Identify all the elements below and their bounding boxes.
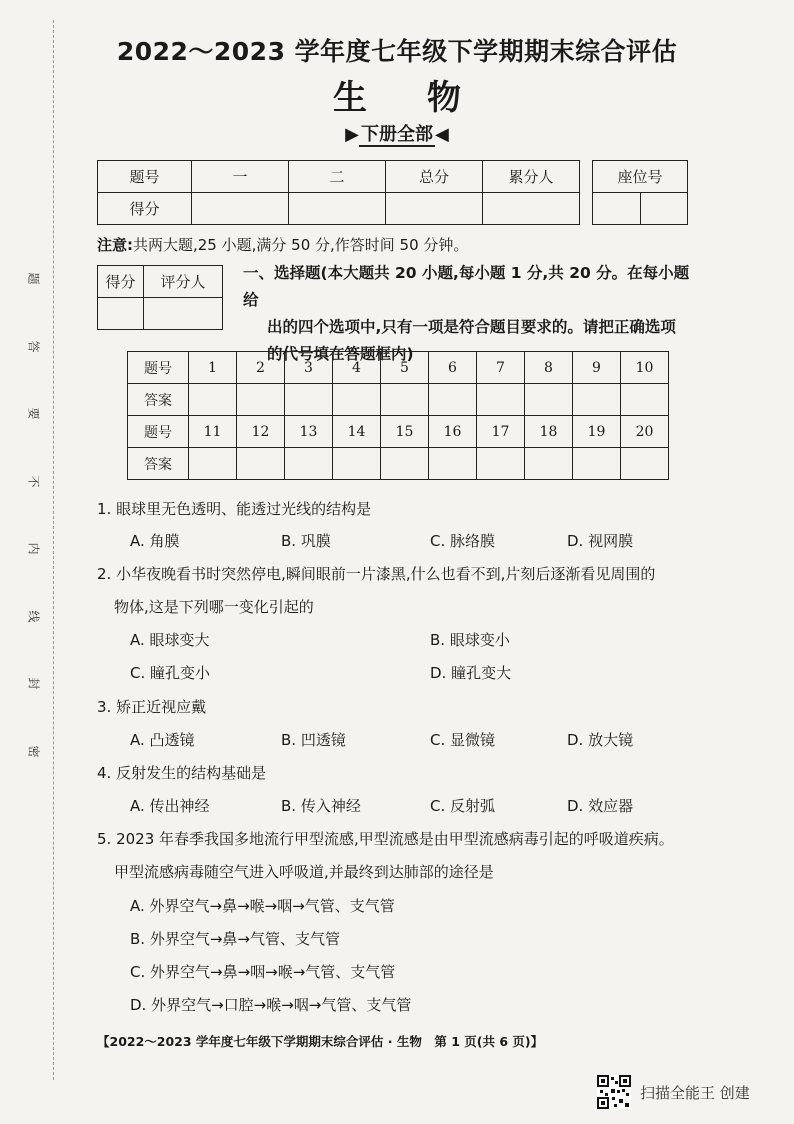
question-2-option-b: B. 眼球变小 [430,631,510,649]
score-header-cell: 总分 [386,161,483,193]
answer-blank-cell[interactable] [189,384,237,416]
section-heading-line: 一、选择题(本大题共 20 小题,每小题 1 分,共 20 分。在每小题给 [243,264,690,309]
section-heading-line: 出的四个选项中,只有一项是符合题目要求的。请把正确选项 [267,318,676,336]
answer-num-cell: 6 [429,352,477,384]
answer-num-cell: 20 [621,416,669,448]
seat-blank-cell[interactable] [640,193,688,225]
answer-table [127,351,669,480]
answer-row-label: 答案 [128,448,189,480]
answer-row-label: 答案 [128,384,189,416]
answer-num-cell: 15 [381,416,429,448]
answer-blank-cell[interactable] [477,384,525,416]
seat-label: 座位号 [593,161,688,193]
question-4-option-a: A. 传出神经 [130,797,210,815]
answer-blank-cell[interactable] [525,448,573,480]
scanner-watermark: 扫描全能王 创建 [640,1084,750,1102]
seat-blank-cell[interactable] [593,193,641,225]
question-1-option-a: A. 角膜 [130,532,180,550]
question-1-option-c: C. 脉络膜 [430,532,496,550]
answer-num-cell: 10 [621,352,669,384]
answer-blank-cell[interactable] [237,448,285,480]
note-text: 共两大题,25 小题,满分 50 分,作答时间 50 分钟。 [133,236,469,254]
question-4-option-b: B. 传入神经 [281,797,361,815]
side-char: 线 [26,610,41,623]
question-3-option-a: A. 凸透镜 [130,731,195,749]
grader-name-label: 评分人 [144,266,223,298]
score-table [97,160,580,225]
answer-blank-cell[interactable] [621,384,669,416]
score-header-cell: 累分人 [483,161,580,193]
answer-num-cell: 11 [189,416,237,448]
answer-num-cell: 14 [333,416,381,448]
question-5-option-d: D. 外界空气→口腔→喉→咽→气管、支气管 [130,996,412,1014]
grader-score-label: 得分 [98,266,144,298]
answer-num-cell: 8 [525,352,573,384]
question-5-stem-cont: 甲型流感病毒随空气进入呼吸道,并最终到达肺部的途径是 [114,863,494,881]
score-blank-cell[interactable] [483,193,580,225]
question-2-stem: 2. 小华夜晚看书时突然停电,瞬间眼前一片漆黑,什么也看不到,片刻后逐渐看见周围的 [97,565,656,583]
answer-blank-cell[interactable] [381,384,429,416]
question-5-stem: 5. 2023 年春季我国多地流行甲型流感,甲型流感是由甲型流感病毒引起的呼吸道疾病。 [97,830,674,848]
binding-margin-text [26,270,42,760]
question-1-option-b: B. 巩膜 [281,532,331,550]
side-char: 要 [26,407,41,420]
question-4-option-c: C. 反射弧 [430,797,496,815]
answer-num-cell: 5 [381,352,429,384]
side-char: 答 [26,340,41,353]
question-3-option-c: C. 显微镜 [430,731,496,749]
side-char: 内 [26,542,41,555]
score-blank-cell[interactable] [289,193,386,225]
seat-table [592,160,688,225]
answer-blank-cell[interactable] [477,448,525,480]
answer-num-cell: 16 [429,416,477,448]
side-char: 题 [26,272,41,285]
page-footer: 【2022～2023 学年度七年级下学期期末综合评估 · 生物 第 1 页(共 6 页)】 [97,1034,544,1049]
answer-num-cell: 13 [285,416,333,448]
answer-num-label: 题号 [128,352,189,384]
question-3-stem: 3. 矫正近视应戴 [97,698,207,716]
score-header-cell: 题号 [98,161,192,193]
answer-blank-cell[interactable] [573,384,621,416]
question-2-stem-cont: 物体,这是下列哪一变化引起的 [114,598,314,616]
answer-num-cell: 12 [237,416,285,448]
exam-title: 2022～2023 学年度七年级下学期期末综合评估 [116,37,678,66]
answer-blank-cell[interactable] [381,448,429,480]
answer-num-cell: 7 [477,352,525,384]
qr-code-icon [597,1075,631,1109]
grader-blank-cell[interactable] [98,298,144,330]
answer-num-cell: 3 [285,352,333,384]
answer-blank-cell[interactable] [285,448,333,480]
answer-blank-cell[interactable] [621,448,669,480]
note-label: 注意: [97,236,133,254]
grader-blank-cell[interactable] [144,298,223,330]
answer-blank-cell[interactable] [333,384,381,416]
question-1-option-d: D. 视网膜 [567,532,634,550]
side-char: 密 [26,745,41,758]
answer-blank-cell[interactable] [573,448,621,480]
question-4-option-d: D. 效应器 [567,797,634,815]
question-5-option-b: B. 外界空气→鼻→气管、支气管 [130,930,340,948]
exam-subject: 生物 [333,78,521,118]
question-5-option-a: A. 外界空气→鼻→喉→咽→气管、支气管 [130,897,395,915]
answer-blank-cell[interactable] [189,448,237,480]
question-2-option-a: A. 眼球变大 [130,631,210,649]
question-5-option-c: C. 外界空气→鼻→咽→喉→气管、支气管 [130,963,396,981]
exam-scope: ▶ 下册全部 ◀ [345,124,449,145]
exam-note [97,234,468,255]
question-4-stem: 4. 反射发生的结构基础是 [97,764,267,782]
question-3-option-d: D. 放大镜 [567,731,634,749]
side-char: 封 [26,677,41,690]
question-2-option-d: D. 瞳孔变大 [430,664,512,682]
score-header-cell: 一 [192,161,289,193]
question-1-stem: 1. 眼球里无色透明、能透过光线的结构是 [97,500,372,518]
answer-num-cell: 2 [237,352,285,384]
answer-num-cell: 18 [525,416,573,448]
score-blank-cell[interactable] [386,193,483,225]
section-heading-line: 的代号填在答题框内) [267,345,414,363]
binding-dashed-line [53,20,54,1080]
answer-blank-cell[interactable] [429,384,477,416]
answer-blank-cell[interactable] [237,384,285,416]
answer-num-cell: 19 [573,416,621,448]
question-3-option-b: B. 凹透镜 [281,731,346,749]
answer-num-label: 题号 [128,416,189,448]
answer-num-cell: 17 [477,416,525,448]
answer-blank-cell[interactable] [525,384,573,416]
grader-table [97,265,223,330]
answer-blank-cell[interactable] [429,448,477,480]
scope-label: 下册全部 [361,124,433,145]
answer-blank-cell[interactable] [333,448,381,480]
score-blank-cell[interactable] [192,193,289,225]
answer-blank-cell[interactable] [285,384,333,416]
side-char: 不 [26,475,41,488]
question-2-option-c: C. 瞳孔变小 [130,664,211,682]
score-header-cell: 二 [289,161,386,193]
answer-num-cell: 1 [189,352,237,384]
score-row-label: 得分 [98,193,192,225]
answer-num-cell: 4 [333,352,381,384]
answer-num-cell: 9 [573,352,621,384]
